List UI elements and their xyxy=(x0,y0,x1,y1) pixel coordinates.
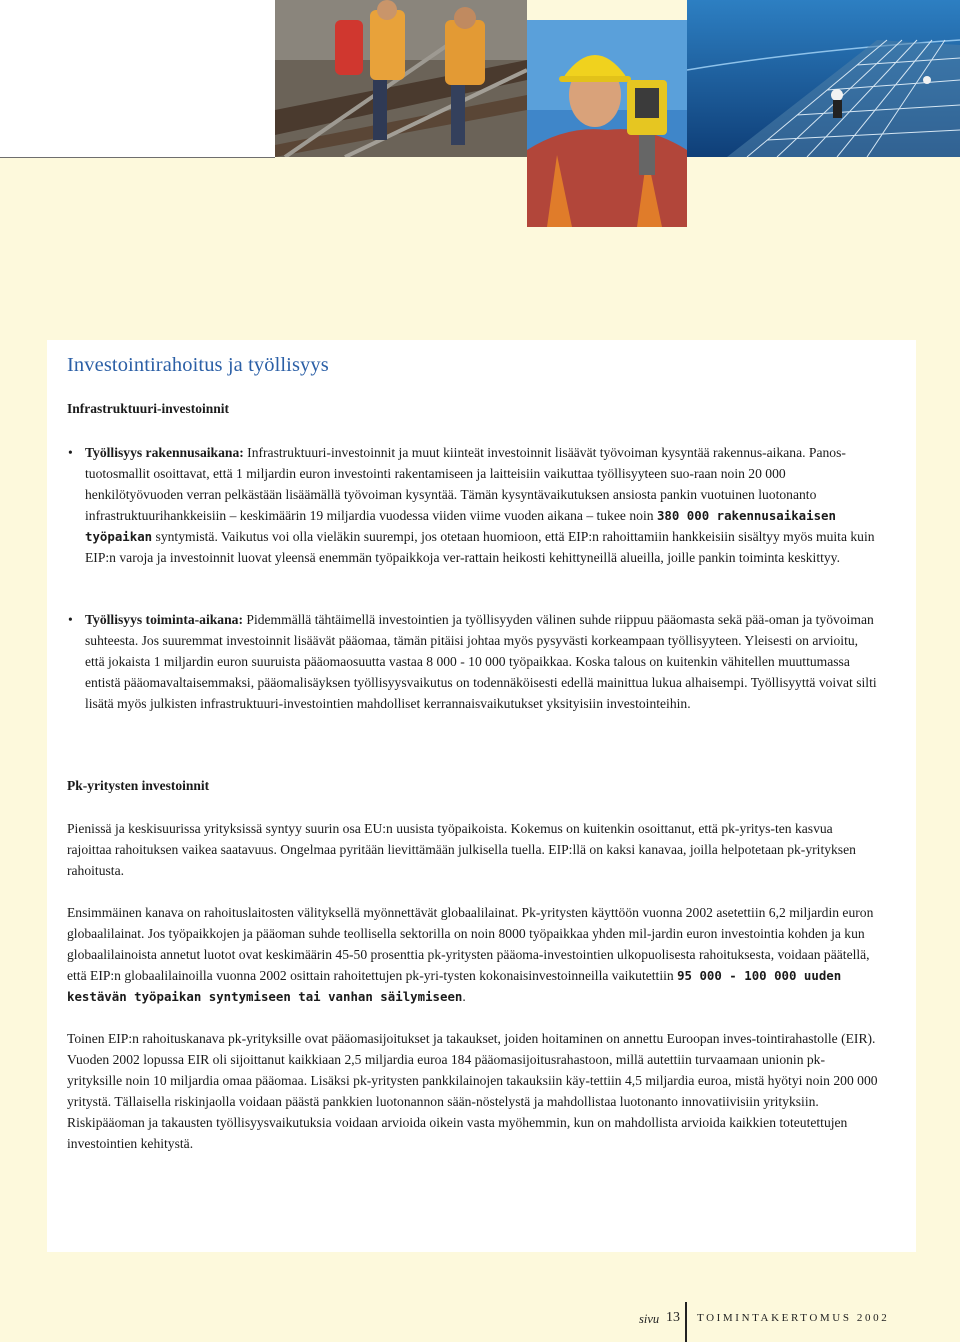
paragraph-eif: Toinen EIP:n rahoituskanava pk-yrityksille ovat pääomasijoitukset ja takaukset, joiden hoitaminen on annettu Euroopan inves-tointirahastolle (EIR). Vuoden 2002 lopussa EIR oli sijoittanut kaikkiaan 2,5 miljardia euroa 184 pääomasijoitusrahastoon, millä autettiin turvaamaan unionin pk-yrityksille noin 10 miljardia omaa pääomaa. Lisäksi pk-yritysten pankkilainojen takauksiin käy-tettiin 4,5 miljardia euroa, mistä hyötyi noin 200 000 yritystä. Tällaisella riskinjaolla voidaan päästä pankkien luotonannon sään-nöstelystä ja mahdollistaa luotonanto innovatiivisiin yrityksiin. Riskipääoman ja takausten työllisyysvaikutuksia voidaan arvioida oikein vasta myöhemmin, kun on mahdollista arvioida kaikkien toteutettujen investointien kehitystä. xyxy=(67,1031,878,1151)
surveyor-photo xyxy=(527,20,687,227)
bullet-construction-employment xyxy=(67,442,879,568)
footer-page-number: 13 xyxy=(666,1310,680,1325)
bullet-lead: Työllisyys toiminta-aikana: xyxy=(85,612,243,627)
bullet-highlight: 380 000 rakennusaikaisen työpaikan xyxy=(85,508,836,544)
paragraph-global-loans xyxy=(67,902,879,1007)
page-title: Investointirahoitus ja työllisyys xyxy=(67,354,329,376)
bullet-icon: • xyxy=(68,445,73,460)
bridge-workers-photo xyxy=(687,0,960,157)
bullet-text: Pidemmällä tähtäimellä investointien ja työllisyyden välinen suhde riippuu pääomasta sekä pää-oman ja työvoiman suhteesta. Jos suuremmat investoinnit lisäävät pääomaa, tämän pitäisi johtaa myös pysyvästi korkeampaan työllisyyteen. Yleisesti on arvioitu, että jokaista 1 miljardin euron suuruista pääomaosuutta vastaa 8 000 - 10 000 työpaikkaa. Koska talous on kuitenkin vähitellen muuttumassa entistä pääomavaltaisemmaksi, pääomalisäyksen työllisyysvaikutus on todennäköisesti edellä mainittua lukua alhaisempi. Työllisyyttä voivat silti lisätä myös julkisten infrastruktuuri-investointien mahdolliset kerrannaisvaikutukset yksityisiin investointeihin. xyxy=(85,612,877,711)
section-heading-infrastructure: Infrastruktuuri-investoinnit xyxy=(67,401,230,416)
top-white-area xyxy=(0,0,275,157)
railway-workers-photo xyxy=(275,0,527,157)
bullet-operation-employment xyxy=(67,609,879,714)
bullet-text: syntymistä. Vaikutus voi olla vieläkin suurempi, jos otetaan huomioon, että EIP:n rahoittamiin hankkeisiin sisältyy myös muita kuin EIP:n varoja ja investoinnit luovat yleensä enemmän työpaikkoja ver-rattain heikosti kehittyneillä alueilla, joille pankin toiminta keskittyy. xyxy=(85,529,875,565)
bullet-lead: Työllisyys rakennusaikana: xyxy=(85,445,244,460)
paragraph-highlight: 95 000 - 100 000 uuden kestävän työpaikan syntymiseen tai vanhan säilymiseen xyxy=(67,968,842,1004)
content-panel xyxy=(47,340,916,1252)
page-footer xyxy=(630,1302,930,1342)
footer-page-label: sivu xyxy=(639,1312,660,1326)
bullet-text: Infrastruktuuri-investoinnit ja muut kiinteät investoinnit lisäävät työvoiman kysyntää rakennus-aikana. Panos-tuotosmallit osoittavat, että 1 miljardin euron investointi rakentamiseen ja laitteisiin vaikuttaa työllisyyteen suo-raan noin 20 000 henkilötyövuoden verran pelkästään lisäämällä työvoiman kysyntää. Tämän kysyntävaikutuksen ansiosta pankin vuotuinen luotonanto infrastruktuurihankkeisiin – keskimäärin 19 miljardia vuodessa viiden viime vuoden aikana – tukee noin xyxy=(85,445,846,523)
footer-report-title: TOIMINTAKERTOMUS 2002 xyxy=(697,1312,890,1324)
section-heading-sme: Pk-yritysten investoinnit xyxy=(67,778,210,793)
paragraph-text: Ensimmäinen kanava on rahoituslaitosten välityksellä myönnettävät globaalilainat. Pk-yritysten käyttöön vuonna 2002 asetettiin 6,2 miljardin euron globaalilainat. Jos työpaikkojen ja pääoman suhde teollisella sektorilla on noin 8000 työpaikkaa yhden mil-jardin euron investointia kohden ja kun globaalilainoista annetut luotot ovat keskimäärin 45-50 prosenttia pk-yritysten pääoma-investointien ulkopuolisesta rahoituksesta, voidaan päätellä, että EIP:n globaalilainoilla vuonna 2002 osittain rahoitettujen pk-yri-tysten kokonaisinvestoinneilla vaikutettiin xyxy=(67,905,874,983)
paragraph-text: . xyxy=(462,989,466,1004)
bullet-icon: • xyxy=(68,612,73,627)
header-rule xyxy=(0,157,275,158)
footer-divider xyxy=(685,1302,687,1342)
paragraph-sme-intro: Pienissä ja keskisuurissa yrityksissä syntyy suurin osa EU:n uusista työpaikoista. Kokemus on kuitenkin osoittanut, että pk-yritys-ten kasvua rajoittaa rahoituksen vaikea saatavuus. Ongelmaa pyritään lievittämään julkisella tuella. EIP:llä on kaksi kanavaa, joilla helpotetaan pk-yrityksen rahoitusta. xyxy=(67,821,856,878)
